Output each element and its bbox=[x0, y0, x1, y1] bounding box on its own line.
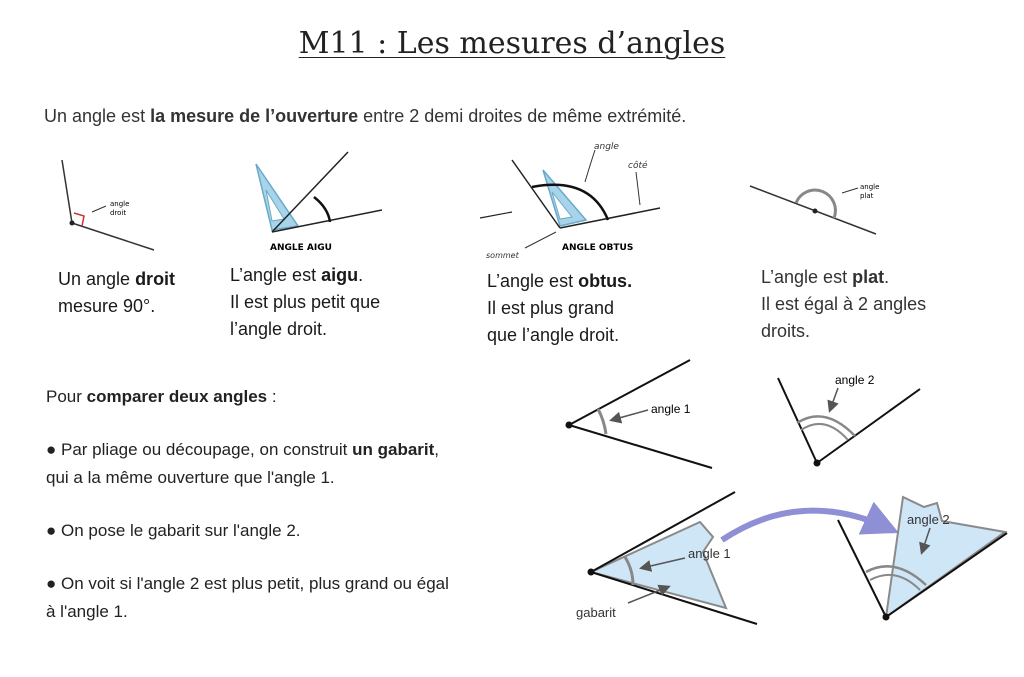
right-angle-label-1: angle bbox=[110, 200, 130, 208]
right-angle-label-2: droit bbox=[110, 209, 127, 217]
caption-acute-angle: L’angle est aigu. Il est plus petit que l’angle droit. bbox=[230, 265, 381, 339]
gabarit-label: gabarit bbox=[576, 605, 616, 620]
straight-angle-label-1: angle bbox=[860, 183, 880, 191]
obtuse-label-angle: angle bbox=[594, 142, 619, 152]
acute-angle-figure-label: ANGLE AIGU bbox=[270, 243, 332, 253]
obtuse-label-cote: côté bbox=[628, 161, 648, 171]
caption-right-angle: Un angle droit mesure 90°. bbox=[58, 269, 176, 316]
compare-bullet-3: ● On voit si l'angle 2 est plus petit, plus grand ou égal à l'angle 1. bbox=[46, 574, 449, 621]
caption-straight-angle: L’angle est plat. Il est égal à 2 angles droits. bbox=[761, 267, 927, 341]
angle-1-figure bbox=[566, 360, 713, 468]
obtuse-label-sommet: sommet bbox=[486, 251, 519, 260]
template-on-angle-1 bbox=[576, 492, 757, 624]
move-arrow bbox=[722, 511, 888, 540]
angle-1-label: angle 1 bbox=[651, 402, 691, 416]
page-title: M11 : Les mesures d’angles bbox=[298, 26, 726, 61]
compare-bullet-1: ● Par pliage ou découpage, on construit un gabarit, qui a la même ouverture que l'angle 1. bbox=[46, 440, 440, 487]
compare-heading: Pour comparer deux angles : bbox=[46, 387, 277, 406]
obtuse-angle-figure-label: ANGLE OBTUS bbox=[562, 243, 634, 253]
intro-sentence: Un angle est la mesure de l’ouverture entre 2 demi droites de même extrémité. bbox=[44, 106, 687, 126]
template-angle-1-label: angle 1 bbox=[688, 546, 731, 561]
straight-angle-label-2: plat bbox=[860, 192, 874, 200]
template-angle-2-label: angle 2 bbox=[907, 512, 950, 527]
compare-bullet-2: ● On pose le gabarit sur l'angle 2. bbox=[46, 521, 301, 540]
angle-2-label: angle 2 bbox=[835, 373, 875, 387]
caption-obtuse-angle: L’angle est obtus. Il est plus grand que l’angle droit. bbox=[487, 271, 633, 345]
angle-2-figure bbox=[778, 373, 920, 467]
